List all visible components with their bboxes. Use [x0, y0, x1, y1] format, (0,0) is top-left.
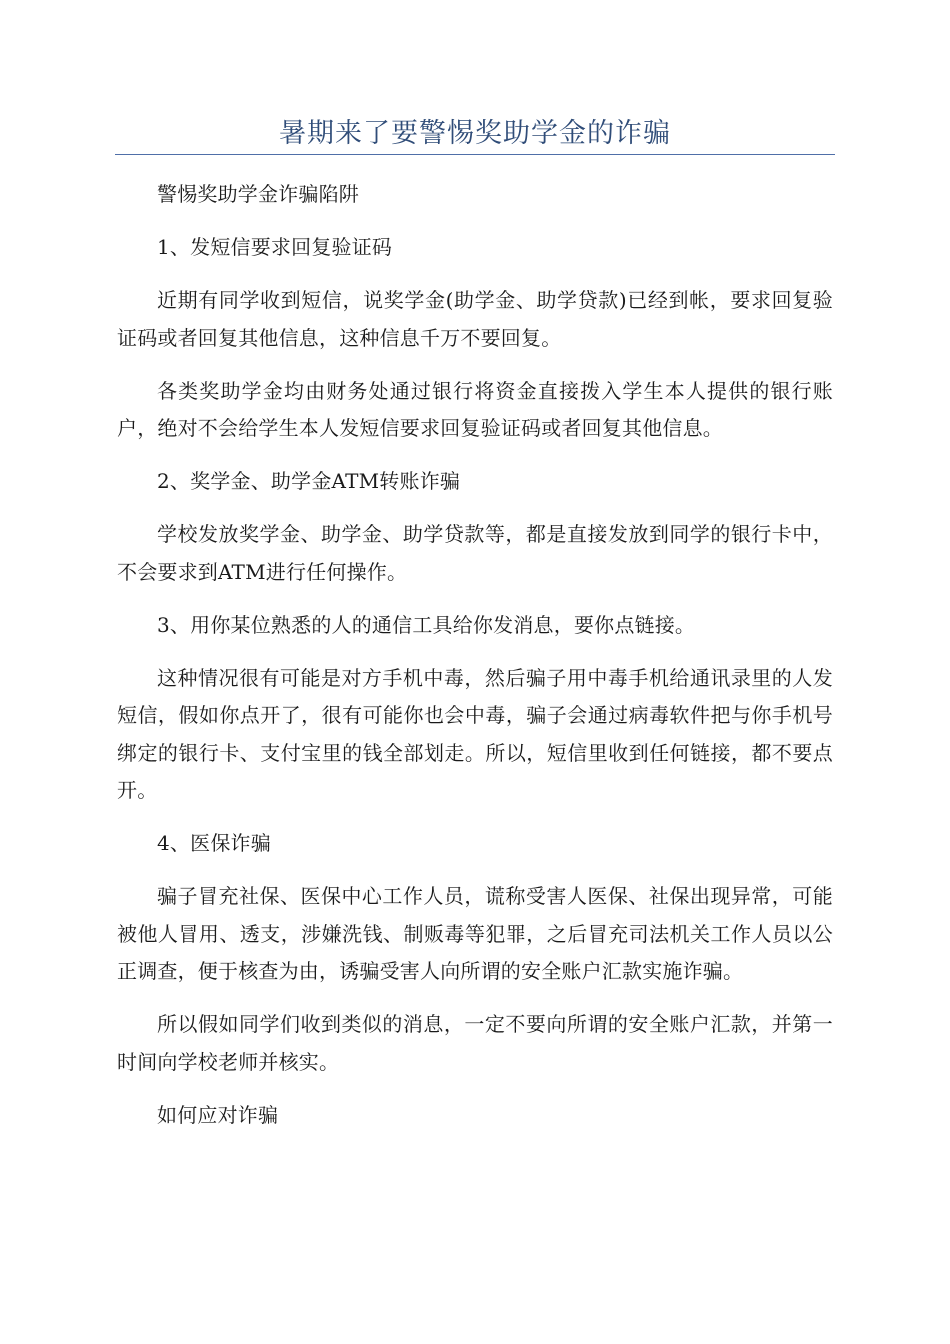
section-heading-response: 如何应对诈骗 [157, 1102, 279, 1127]
item-heading-3: 3、用你某位熟悉的人的通信工具给你发消息，要你点链接。 [157, 612, 696, 637]
body-paragraph: 这种情况很有可能是对方手机中毒，然后骗子用中毒手机给通讯录里的人发短信，假如你点开了，很有可能你也会中毒，骗子会通过病毒软件把与你手机号绑定的银行卡、支付宝里的钱全部划走。所以，短信里收到任何链接，都不要点开。 [117, 665, 833, 802]
document-title: 暑期来了要警惕奖助学金的诈骗 [279, 118, 671, 149]
item-heading-1: 1、发短信要求回复验证码 [157, 235, 393, 259]
body-paragraph: 骗子冒充社保、医保中心工作人员，谎称受害人医保、社保出现异常，可能被他人冒用、透支，涉嫌洗钱、制贩毒等犯罪，之后冒充司法机关工作人员以公正调查，便于核查为由，诱骗受害人向所谓的安全账户汇款实施诈骗。 [117, 884, 833, 983]
body-paragraph: 近期有同学收到短信，说奖学金(助学金、助学贷款)已经到帐，要求回复验证码或者回复其他信息，这种信息千万不要回复。 [117, 288, 833, 350]
title-underline [115, 154, 835, 155]
item-heading-2: 2、奖学金、助学金ATM转账诈骗 [157, 469, 461, 493]
item-heading-4: 4、医保诈骗 [157, 831, 271, 855]
section-heading-traps: 警惕奖助学金诈骗陷阱 [157, 182, 359, 206]
document-body [117, 176, 833, 1150]
body-paragraph: 学校发放奖学金、助学金、助学贷款等，都是直接发放到同学的银行卡中，不会要求到ATM进行任何操作。 [117, 522, 833, 584]
body-paragraph: 所以假如同学们收到类似的消息，一定不要向所谓的安全账户汇款，并第一时间向学校老师并核实。 [117, 1012, 833, 1074]
body-paragraph: 各类奖助学金均由财务处通过银行将资金直接拨入学生本人提供的银行账户，绝对不会给学生本人发短信要求回复验证码或者回复其他信息。 [117, 378, 833, 440]
